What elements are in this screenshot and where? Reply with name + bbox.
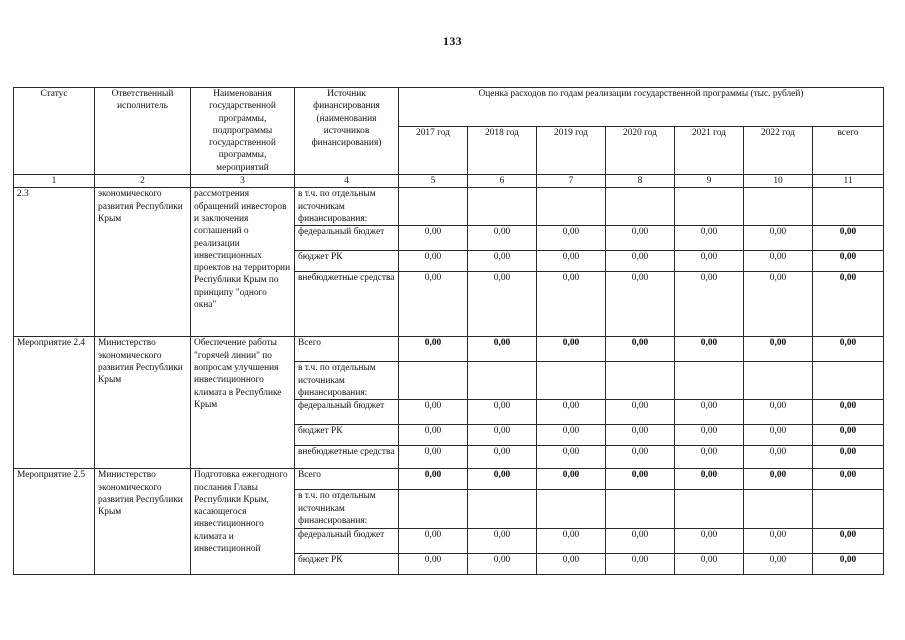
- cell-value: 0,00: [399, 469, 468, 490]
- cell-value: 0,00: [468, 529, 537, 554]
- cell-value: [399, 362, 468, 400]
- cell-total: 0,00: [813, 337, 884, 362]
- cell-value: 0,00: [744, 469, 813, 490]
- row-program-name: рассмотрения обращений инвесторов и заключения соглашений о реализации инвестиционных проектов на территории Республики Крым по принципу "одного окна": [191, 188, 295, 337]
- cell-total: 0,00: [813, 251, 884, 272]
- cell-value: 0,00: [537, 554, 606, 575]
- cell-value: [675, 188, 744, 226]
- cell-total: 0,00: [813, 469, 884, 490]
- cell-value: 0,00: [606, 446, 675, 469]
- cell-value: 0,00: [399, 251, 468, 272]
- header-expense-estimate: Оценка расходов по годам реализации государственной программы (тыс. рублей): [399, 88, 884, 127]
- cell-total: 0,00: [813, 446, 884, 469]
- row-funding-source: в т.ч. по отдельным источникам финансирования:: [295, 188, 399, 226]
- cell-total: [813, 362, 884, 400]
- cell-value: 0,00: [606, 529, 675, 554]
- cell-value: [606, 362, 675, 400]
- cell-value: [468, 490, 537, 529]
- row-funding-source: внебюджетные средства: [295, 272, 399, 337]
- cell-total: 0,00: [813, 554, 884, 575]
- cell-value: 0,00: [468, 226, 537, 251]
- cell-value: [675, 490, 744, 529]
- cell-total: 0,00: [813, 400, 884, 425]
- row-status: Мероприятие 2.4: [14, 337, 95, 469]
- cell-value: 0,00: [744, 226, 813, 251]
- cell-value: 0,00: [744, 529, 813, 554]
- cell-value: [744, 362, 813, 400]
- row-funding-source: федеральный бюджет: [295, 529, 399, 554]
- row-executor: экономического развития Республики Крым: [95, 188, 191, 337]
- cell-value: 0,00: [468, 446, 537, 469]
- cell-value: 0,00: [399, 425, 468, 446]
- table-row: [14, 188, 884, 226]
- row-executor: Министерство экономического развития Республики Крым: [95, 469, 191, 575]
- cell-value: 0,00: [744, 272, 813, 337]
- cell-value: 0,00: [606, 554, 675, 575]
- column-number: 6: [468, 175, 537, 188]
- header-status: Статус: [14, 88, 95, 175]
- cell-value: [399, 188, 468, 226]
- row-program-name: Обеспечение работы "горячей линии" по вопросам улучшения инвестиционного климата в Республике Крым: [191, 337, 295, 469]
- cell-value: 0,00: [537, 446, 606, 469]
- cell-value: [468, 362, 537, 400]
- cell-value: [537, 188, 606, 226]
- cell-value: 0,00: [744, 446, 813, 469]
- cell-value: 0,00: [537, 251, 606, 272]
- cell-value: 0,00: [468, 337, 537, 362]
- cell-value: [744, 188, 813, 226]
- cell-value: 0,00: [399, 226, 468, 251]
- page-number: 133: [443, 34, 462, 48]
- column-number: 2: [95, 175, 191, 188]
- cell-total: 0,00: [813, 425, 884, 446]
- column-number: 3: [191, 175, 295, 188]
- cell-value: [606, 490, 675, 529]
- header-year: 2022 год: [744, 126, 813, 174]
- cell-value: 0,00: [399, 400, 468, 425]
- row-funding-source: федеральный бюджет: [295, 226, 399, 251]
- cell-value: 0,00: [744, 425, 813, 446]
- cell-value: 0,00: [744, 554, 813, 575]
- row-funding-source: федеральный бюджет: [295, 400, 399, 425]
- row-funding-source: бюджет РК: [295, 251, 399, 272]
- column-number: 7: [537, 175, 606, 188]
- header-year: 2021 год: [675, 126, 744, 174]
- cell-value: 0,00: [537, 529, 606, 554]
- row-status: Мероприятие 2.5: [14, 469, 95, 575]
- cell-value: 0,00: [606, 400, 675, 425]
- row-funding-source: в т.ч. по отдельным источникам финансирования:: [295, 362, 399, 400]
- cell-value: 0,00: [537, 425, 606, 446]
- row-program-name: Подготовка ежегодного послания Главы Республики Крым, касающегося инвестиционного климата и инвестиционной: [191, 469, 295, 575]
- header-funding-source: Источник финансирования (наименования источников финансирования): [295, 88, 399, 175]
- cell-value: [468, 188, 537, 226]
- cell-value: 0,00: [606, 272, 675, 337]
- row-executor: Министерство экономического развития Республики Крым: [95, 337, 191, 469]
- header-program-name: Наименования государственной программы, подпрограммы государственной программы, мероприятий: [191, 88, 295, 175]
- cell-value: 0,00: [675, 529, 744, 554]
- column-number: 9: [675, 175, 744, 188]
- cell-value: 0,00: [468, 469, 537, 490]
- cell-value: 0,00: [606, 469, 675, 490]
- row-funding-source: Всего: [295, 337, 399, 362]
- cell-value: 0,00: [468, 251, 537, 272]
- header-executor: Ответственный исполнитель: [95, 88, 191, 175]
- header-total: всего: [813, 126, 884, 174]
- cell-value: [675, 362, 744, 400]
- header-year: 2019 год: [537, 126, 606, 174]
- cell-value: 0,00: [744, 251, 813, 272]
- column-number: 8: [606, 175, 675, 188]
- cell-value: 0,00: [537, 337, 606, 362]
- cell-value: 0,00: [399, 529, 468, 554]
- cell-total: 0,00: [813, 272, 884, 337]
- row-funding-source: в т.ч. по отдельным источникам финансирования:: [295, 490, 399, 529]
- table-row: [14, 337, 884, 362]
- cell-total: 0,00: [813, 529, 884, 554]
- cell-value: 0,00: [606, 251, 675, 272]
- cell-total: [813, 188, 884, 226]
- header-year: 2017 год: [399, 126, 468, 174]
- table-row: [14, 469, 884, 490]
- row-funding-source: Всего: [295, 469, 399, 490]
- cell-value: 0,00: [468, 272, 537, 337]
- header-year: 2020 год: [606, 126, 675, 174]
- cell-value: [744, 490, 813, 529]
- cell-value: 0,00: [675, 400, 744, 425]
- cell-value: 0,00: [537, 469, 606, 490]
- cell-value: 0,00: [675, 446, 744, 469]
- row-funding-source: бюджет РК: [295, 425, 399, 446]
- cell-value: 0,00: [675, 469, 744, 490]
- row-funding-source: бюджет РК: [295, 554, 399, 575]
- cell-total: 0,00: [813, 226, 884, 251]
- row-funding-source: внебюджетные средства: [295, 446, 399, 469]
- cell-value: [606, 188, 675, 226]
- cell-value: 0,00: [537, 226, 606, 251]
- column-number: 1: [14, 175, 95, 188]
- cell-value: 0,00: [675, 251, 744, 272]
- cell-value: 0,00: [744, 400, 813, 425]
- cell-value: 0,00: [537, 400, 606, 425]
- cell-value: 0,00: [606, 425, 675, 446]
- cell-value: 0,00: [675, 226, 744, 251]
- column-number: 4: [295, 175, 399, 188]
- cell-value: 0,00: [468, 400, 537, 425]
- cell-value: 0,00: [606, 337, 675, 362]
- cell-value: [537, 490, 606, 529]
- cell-value: [537, 362, 606, 400]
- column-number: 10: [744, 175, 813, 188]
- cell-value: 0,00: [399, 272, 468, 337]
- cell-value: 0,00: [399, 446, 468, 469]
- row-status: 2.3: [14, 188, 95, 337]
- cell-value: [399, 490, 468, 529]
- cell-value: 0,00: [744, 337, 813, 362]
- budget-table: [13, 87, 884, 575]
- cell-value: 0,00: [399, 337, 468, 362]
- column-number: 5: [399, 175, 468, 188]
- cell-value: 0,00: [675, 337, 744, 362]
- cell-value: 0,00: [399, 554, 468, 575]
- cell-value: 0,00: [606, 226, 675, 251]
- cell-total: [813, 490, 884, 529]
- cell-value: 0,00: [675, 425, 744, 446]
- cell-value: 0,00: [468, 554, 537, 575]
- cell-value: 0,00: [675, 272, 744, 337]
- cell-value: 0,00: [675, 554, 744, 575]
- header-year: 2018 год: [468, 126, 537, 174]
- cell-value: 0,00: [468, 425, 537, 446]
- column-number: 11: [813, 175, 884, 188]
- cell-value: 0,00: [537, 272, 606, 337]
